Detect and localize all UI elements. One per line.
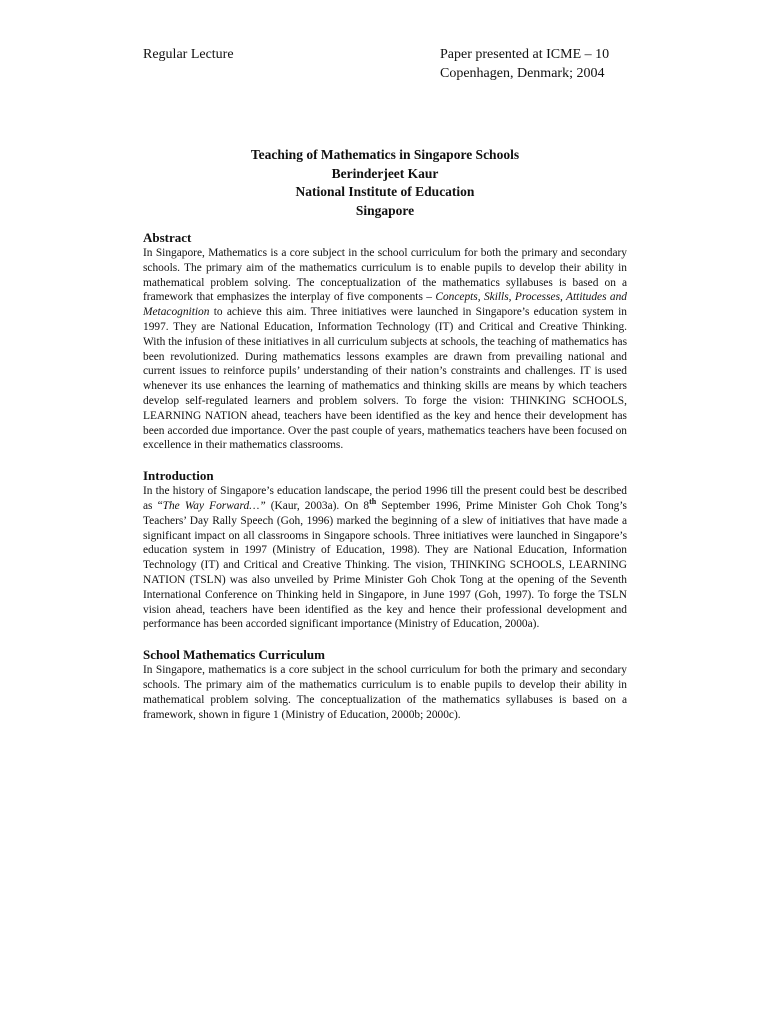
curriculum-paragraph: In Singapore, mathematics is a core subject in the school curriculum for both the primary and secondary schools. The primary aim of the mathematics curriculum is to enable pupils to develop their ability in mathematical problem solving. The conceptualization of the mathematics syllabuses is based on a framework, shown in figure 1 (Ministry of Education, 2000b; 2000c). — [143, 664, 627, 721]
author-country: Singapore — [355, 202, 415, 218]
title-block — [143, 146, 627, 220]
abstract-text-part1: In Singapore, Mathematics is a core subject in the school curriculum for both the primary and secondary schools. The primary aim of the mathematics curriculum is to enable pupils to develop their ability in mathematical problem solving. The conceptualization of the mathematics syllabuses is based on a framework that emphasizes the interplay of five components – — [143, 247, 627, 304]
header-left-label: Regular Lecture — [143, 47, 234, 62]
intro-italic-quote: The Way Forward…” — [162, 499, 266, 512]
curriculum-heading: School Mathematics Curriculum — [143, 647, 325, 663]
intro-text-part3: September 1996, Prime Minister Goh Chok Tong’s Teachers’ Day Rally Speech (Goh, 1996) marked the beginning of a slew of initiatives that have made a significant impact on all classrooms in Singapore schools. Three initiatives were launched in Singapore’s education system in 1997 (Ministry of Education, 1998). They are National Education, Information Technology (IT) and Critical and Creative Thinking. The vision, THINKING SCHOOLS, LEARNING NATION (TSLN) was also unveiled by Prime Minister Goh Chok Tong at the opening of the Seventh International Conference on Thinking held in Singapore, in June 1997 (Goh, 1997). To forge the TSLN vision ahead, teachers have been identified as the key and hence their professional development and performance has been accorded significant importance (Ministry of Education, 2000a). — [143, 499, 627, 631]
intro-text-part1: In the history of Singapore’s education landscape, the period 1996 till the present could best be described as “ — [143, 485, 627, 512]
abstract-heading: Abstract — [143, 230, 192, 245]
header-location-line: Copenhagen, Denmark; 2004 — [440, 66, 605, 81]
header-right-block — [440, 45, 609, 83]
abstract-text-part2: to achieve this aim. Three initiatives were launched in Singapore’s education system in 1997. They are National Education, Information Technology (IT) and Critical and Creative Thinking. With the infusion of these initiatives in all curriculum subjects at schools, the teaching of mathematics has been revolutionized. During mathematics lessons examples are drawn from prevailing national and current issues to reinforce pupils’ understanding of their nation’s constraints and challenges. IT is used whenever its use enhances the learning of mathematics and thinking skills are means by which teachers develop self-regulated learners and problem solvers. To forge the vision: THINKING SCHOOLS, LEARNING NATION ahead, teachers have been identified as the key and hence their development has been accorded due importance. Over the past couple of years, mathematics teachers have been focused on excellence in their mathematics classrooms. — [143, 306, 627, 452]
introduction-section — [143, 467, 627, 632]
introduction-heading: Introduction — [143, 468, 214, 484]
intro-ordinal-suffix: th — [369, 497, 377, 507]
author-name: Berinderjeet Kaur — [331, 165, 439, 181]
abstract-italic-components: Concepts, Skills, Processes, Attitudes and Metacognition — [143, 291, 627, 319]
abstract-section — [143, 229, 627, 453]
intro-text-part2: (Kaur, 2003a). On 8 — [265, 499, 370, 512]
curriculum-section — [143, 646, 627, 722]
introduction-paragraph — [143, 484, 627, 632]
paper-title: Teaching of Mathematics in Singapore Schools — [250, 147, 520, 162]
abstract-paragraph — [143, 246, 627, 453]
author-institution: National Institute of Education — [295, 184, 475, 199]
main-content — [143, 229, 627, 736]
header-conference-line: Paper presented at ICME – 10 — [440, 47, 610, 62]
